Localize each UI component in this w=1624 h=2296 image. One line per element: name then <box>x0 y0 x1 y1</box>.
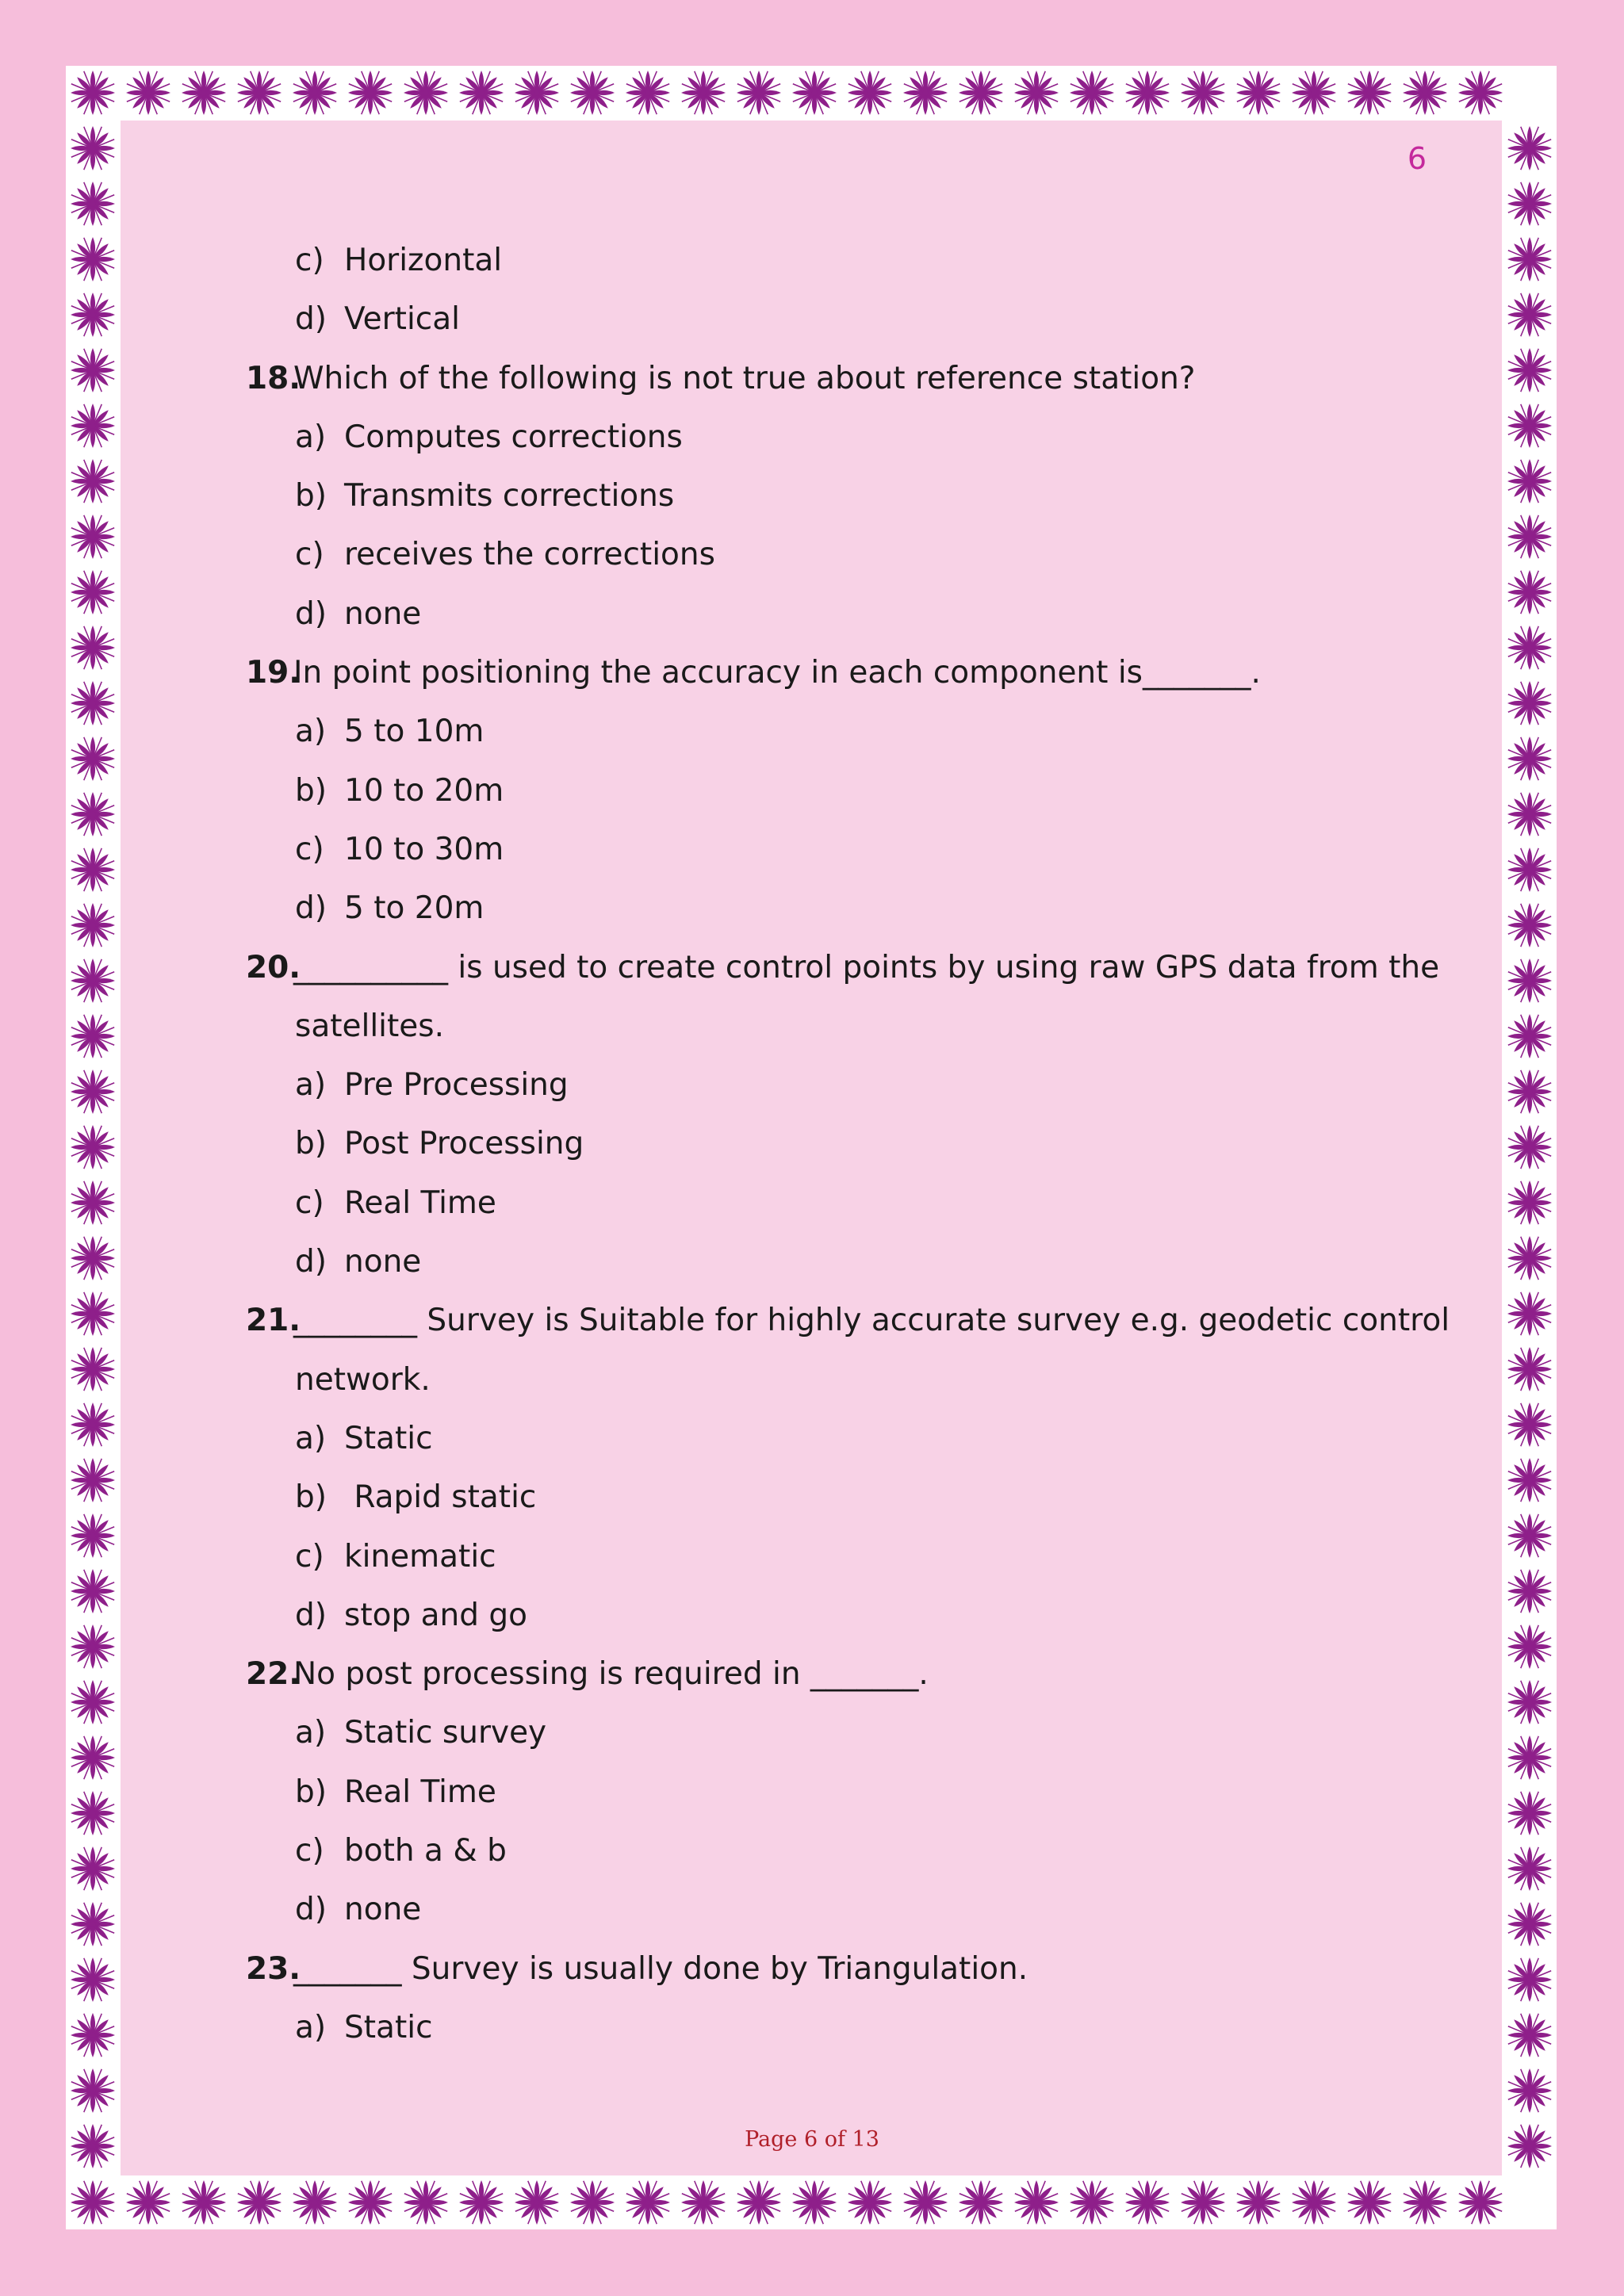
flower-ornament-icon <box>1507 1846 1552 1891</box>
flower-ornament-icon <box>71 126 115 170</box>
option-letter: a) <box>295 714 327 750</box>
flower-ornament-icon <box>1014 2180 1059 2225</box>
option-letter: d) <box>295 1244 327 1280</box>
flower-ornament-icon <box>959 71 1003 115</box>
flower-ornament-icon <box>1507 848 1552 892</box>
answer-option <box>246 290 1427 349</box>
flower-ornament-icon <box>1236 71 1281 115</box>
option-letter: c) <box>295 537 324 573</box>
question-line <box>246 939 1440 997</box>
flower-ornament-icon <box>71 182 115 226</box>
flower-ornament-icon <box>71 1513 115 1558</box>
answer-option <box>246 467 1427 526</box>
flower-ornament-icon <box>71 1957 115 2002</box>
flower-ornament-icon <box>1507 1680 1552 1724</box>
question-number: 18. <box>246 360 301 396</box>
flower-ornament-icon <box>1507 1347 1552 1391</box>
flower-ornament-icon <box>1292 71 1336 115</box>
flower-ornament-icon <box>1507 1624 1552 1669</box>
flower-ornament-icon <box>1236 2180 1281 2225</box>
flower-ornament-icon <box>1070 2180 1114 2225</box>
page-number: 6 <box>1407 141 1427 176</box>
option-text: none <box>344 595 422 632</box>
flower-ornament-icon <box>71 959 115 1003</box>
option-text: Static <box>344 1420 433 1456</box>
question-line <box>246 1940 1427 1999</box>
flower-ornament-icon <box>737 71 781 115</box>
flower-ornament-icon <box>1292 2180 1336 2225</box>
option-text: both a & b <box>344 1833 507 1869</box>
flower-ornament-icon <box>626 2180 670 2225</box>
flower-ornament-icon <box>71 848 115 892</box>
flower-ornament-icon <box>71 1014 115 1058</box>
flower-ornament-icon <box>71 1569 115 1613</box>
flower-ornament-icon <box>293 2180 337 2225</box>
flower-ornament-icon <box>1458 2180 1503 2225</box>
answer-option <box>246 762 1427 821</box>
flower-ornament-icon <box>1507 903 1552 947</box>
option-letter: a) <box>295 1420 327 1456</box>
option-text: Rapid static <box>344 1479 537 1516</box>
flower-ornament-icon <box>71 348 115 392</box>
flower-ornament-icon <box>71 1292 115 1336</box>
option-text: Vertical <box>344 301 460 338</box>
flower-ornament-icon <box>71 404 115 448</box>
flower-ornament-icon <box>959 2180 1003 2225</box>
flower-ornament-icon <box>1507 1402 1552 1447</box>
option-text: Post Processing <box>344 1126 584 1162</box>
flower-ornament-icon <box>404 71 448 115</box>
question-line <box>246 350 1427 408</box>
answer-option <box>246 526 1427 584</box>
flower-ornament-icon <box>681 71 726 115</box>
flower-ornament-icon <box>1507 404 1552 448</box>
flower-ornament-icon <box>459 71 504 115</box>
option-text: 10 to 30m <box>344 831 504 867</box>
flower-ornament-icon <box>1507 1014 1552 1058</box>
answer-option <box>246 1704 1427 1762</box>
question-number: 22. <box>246 1656 301 1693</box>
flower-ornament-icon <box>71 681 115 725</box>
question-text: ________ Survey is Suitable for highly accurate survey e.g. geodetic control <box>293 1303 1450 1339</box>
flower-ornament-icon <box>1507 126 1552 170</box>
flower-ornament-icon <box>1347 71 1392 115</box>
option-letter: a) <box>295 1715 327 1751</box>
question-text: No post processing is required in _______. <box>293 1656 929 1693</box>
flower-ornament-icon <box>1507 792 1552 836</box>
flower-ornament-icon <box>1507 570 1552 614</box>
option-text: Static survey <box>344 1715 547 1751</box>
flower-ornament-icon <box>1507 182 1552 226</box>
flower-ornament-icon <box>1403 71 1447 115</box>
flower-ornament-icon <box>1507 1902 1552 1946</box>
flower-ornament-icon <box>71 293 115 337</box>
option-text: stop and go <box>344 1597 528 1633</box>
answer-option <box>246 1763 1427 1822</box>
flower-ornament-icon <box>1181 2180 1225 2225</box>
option-text: Horizontal <box>344 243 503 278</box>
option-letter: d) <box>295 890 327 927</box>
flower-ornament-icon <box>1507 1181 1552 1225</box>
flower-ornament-icon <box>71 903 115 947</box>
flower-ornament-icon <box>1507 2013 1552 2057</box>
option-text: Pre Processing <box>344 1067 569 1104</box>
flower-ornament-icon <box>404 2180 448 2225</box>
option-text: none <box>344 1892 422 1928</box>
flower-ornament-icon <box>626 71 670 115</box>
option-letter: d) <box>295 301 327 338</box>
answer-option <box>246 585 1427 644</box>
flower-ornament-icon <box>1507 1236 1552 1280</box>
flower-ornament-icon <box>71 1458 115 1502</box>
flower-ornament-icon <box>1507 1957 1552 2002</box>
answer-option <box>246 1233 1427 1292</box>
flower-ornament-icon <box>515 2180 559 2225</box>
option-letter: c) <box>295 1833 324 1869</box>
option-text: Real Time <box>344 1774 496 1810</box>
flower-ornament-icon <box>71 1902 115 1946</box>
flower-ornament-icon <box>71 515 115 559</box>
flower-ornament-icon <box>237 71 282 115</box>
option-letter: c) <box>295 1538 324 1575</box>
question-number: 20. <box>246 949 301 985</box>
flower-ornament-icon <box>1347 2180 1392 2225</box>
flower-ornament-icon <box>848 2180 892 2225</box>
flower-ornament-icon <box>1125 2180 1170 2225</box>
flower-ornament-icon <box>792 2180 837 2225</box>
flower-ornament-icon <box>71 1125 115 1169</box>
question-text: _______ Survey is usually done by Triangulation. <box>293 1950 1028 1987</box>
option-letter: d) <box>295 595 327 632</box>
flower-ornament-icon <box>1507 1513 1552 1558</box>
flower-ornament-icon <box>71 1846 115 1891</box>
answer-option <box>246 821 1427 879</box>
option-text: 10 to 20m <box>344 772 504 809</box>
flower-ornament-icon <box>1507 348 1552 392</box>
flower-ornament-icon <box>1181 71 1225 115</box>
answer-option <box>246 1115 1427 1173</box>
flower-ornament-icon <box>71 1791 115 1835</box>
question-text: __________ is used to create control points by using raw GPS data from the <box>293 949 1440 985</box>
answer-option <box>246 1410 1427 1468</box>
option-text: Transmits corrections <box>344 478 675 515</box>
flower-ornament-icon <box>71 570 115 614</box>
option-letter: b) <box>295 772 327 809</box>
option-letter: b) <box>295 1479 327 1516</box>
question-line <box>246 1292 1450 1350</box>
flower-ornament-icon <box>903 71 948 115</box>
flower-ornament-icon <box>459 2180 504 2225</box>
flower-ornament-icon <box>1507 1070 1552 1114</box>
flower-ornament-icon <box>126 71 170 115</box>
flower-ornament-icon <box>71 737 115 781</box>
answer-option <box>246 1586 1427 1645</box>
answer-option <box>246 879 1427 938</box>
option-letter: c) <box>295 243 324 278</box>
flower-ornament-icon <box>848 71 892 115</box>
option-letter: b) <box>295 478 327 515</box>
answer-option <box>246 408 1427 467</box>
answer-option <box>246 1174 1427 1233</box>
answer-option <box>246 1822 1427 1881</box>
answer-option <box>246 1468 1427 1527</box>
question-text: Which of the following is not true about reference station? <box>293 360 1196 396</box>
flower-ornament-icon <box>1507 737 1552 781</box>
option-text: receives the corrections <box>344 537 715 573</box>
flower-ornament-icon <box>1507 959 1552 1003</box>
option-text: Static <box>344 2009 433 2045</box>
flower-ornament-icon <box>71 2013 115 2057</box>
option-letter: b) <box>295 1126 327 1162</box>
flower-ornament-icon <box>71 1680 115 1724</box>
flower-ornament-icon <box>71 1735 115 1780</box>
flower-ornament-icon <box>1507 681 1552 725</box>
question-number: 23. <box>246 1950 301 1987</box>
flower-ornament-icon <box>903 2180 948 2225</box>
question-continuation: network. <box>295 1361 431 1398</box>
flower-ornament-icon <box>1507 1569 1552 1613</box>
flower-ornament-icon <box>126 2180 170 2225</box>
flower-ornament-icon <box>1014 71 1059 115</box>
answer-option <box>246 1056 1427 1115</box>
flower-ornament-icon <box>515 71 559 115</box>
option-text: 5 to 10m <box>344 714 485 750</box>
question-text: In point positioning the accuracy in each component is_______. <box>293 655 1261 691</box>
flower-ornament-icon <box>1125 71 1170 115</box>
question-list <box>246 232 1450 2057</box>
option-text: Real Time <box>344 1184 496 1221</box>
flower-ornament-icon <box>570 2180 615 2225</box>
flower-ornament-icon <box>71 459 115 503</box>
flower-ornament-icon <box>1507 1791 1552 1835</box>
flower-ornament-icon <box>1507 459 1552 503</box>
flower-ornament-icon <box>1507 293 1552 337</box>
option-letter: d) <box>295 1597 327 1633</box>
flower-ornament-icon <box>71 626 115 670</box>
flower-ornament-icon <box>71 237 115 281</box>
option-text: Computes corrections <box>344 419 683 455</box>
flower-ornament-icon <box>71 1624 115 1669</box>
flower-ornament-icon <box>71 1236 115 1280</box>
flower-ornament-icon <box>71 71 115 115</box>
answer-option <box>246 702 1427 761</box>
option-letter: c) <box>295 1184 324 1221</box>
flower-ornament-icon <box>1507 1735 1552 1780</box>
flower-ornament-icon <box>71 1402 115 1447</box>
question-number: 21. <box>246 1303 301 1339</box>
flower-ornament-icon <box>71 1070 115 1114</box>
flower-ornament-icon <box>182 71 226 115</box>
option-letter: a) <box>295 419 327 455</box>
question-number: 19. <box>246 655 301 691</box>
flower-ornament-icon <box>71 1347 115 1391</box>
option-letter: a) <box>295 1067 327 1104</box>
flower-ornament-icon <box>71 2180 115 2225</box>
flower-ornament-icon <box>792 71 837 115</box>
option-text: none <box>344 1244 422 1280</box>
flower-ornament-icon <box>348 71 393 115</box>
flower-ornament-icon <box>71 792 115 836</box>
flower-ornament-icon <box>1070 71 1114 115</box>
answer-option <box>246 232 1427 290</box>
answer-option <box>246 1528 1427 1586</box>
flower-ornament-icon <box>1507 2068 1552 2113</box>
flower-ornament-icon <box>1507 626 1552 670</box>
flower-ornament-icon <box>1507 1292 1552 1336</box>
answer-option <box>246 1999 1427 2057</box>
flower-ornament-icon <box>1507 1458 1552 1502</box>
flower-ornament-icon <box>1507 1125 1552 1169</box>
option-text: kinematic <box>344 1538 496 1575</box>
option-letter: c) <box>295 831 324 867</box>
flower-ornament-icon <box>570 71 615 115</box>
flower-ornament-icon <box>348 2180 393 2225</box>
answer-option <box>246 1881 1427 1939</box>
flower-ornament-icon <box>1403 2180 1447 2225</box>
option-text: 5 to 20m <box>344 890 485 927</box>
page-footer: Page 6 of 13 <box>745 2127 879 2152</box>
flower-ornament-icon <box>681 2180 726 2225</box>
flower-ornament-icon <box>1507 515 1552 559</box>
flower-ornament-icon <box>1507 237 1552 281</box>
question-line <box>246 1645 1427 1704</box>
flower-ornament-icon <box>182 2180 226 2225</box>
question-continuation: satellites. <box>295 1008 445 1044</box>
flower-ornament-icon <box>237 2180 282 2225</box>
flower-ornament-icon <box>1458 71 1503 115</box>
flower-ornament-icon <box>737 2180 781 2225</box>
flower-ornament-icon <box>293 71 337 115</box>
flower-ornament-icon <box>71 1181 115 1225</box>
option-letter: b) <box>295 1774 327 1810</box>
question-line <box>246 644 1427 702</box>
option-letter: d) <box>295 1892 327 1928</box>
option-letter: a) <box>295 2009 327 2045</box>
flower-ornament-icon <box>71 2068 115 2113</box>
